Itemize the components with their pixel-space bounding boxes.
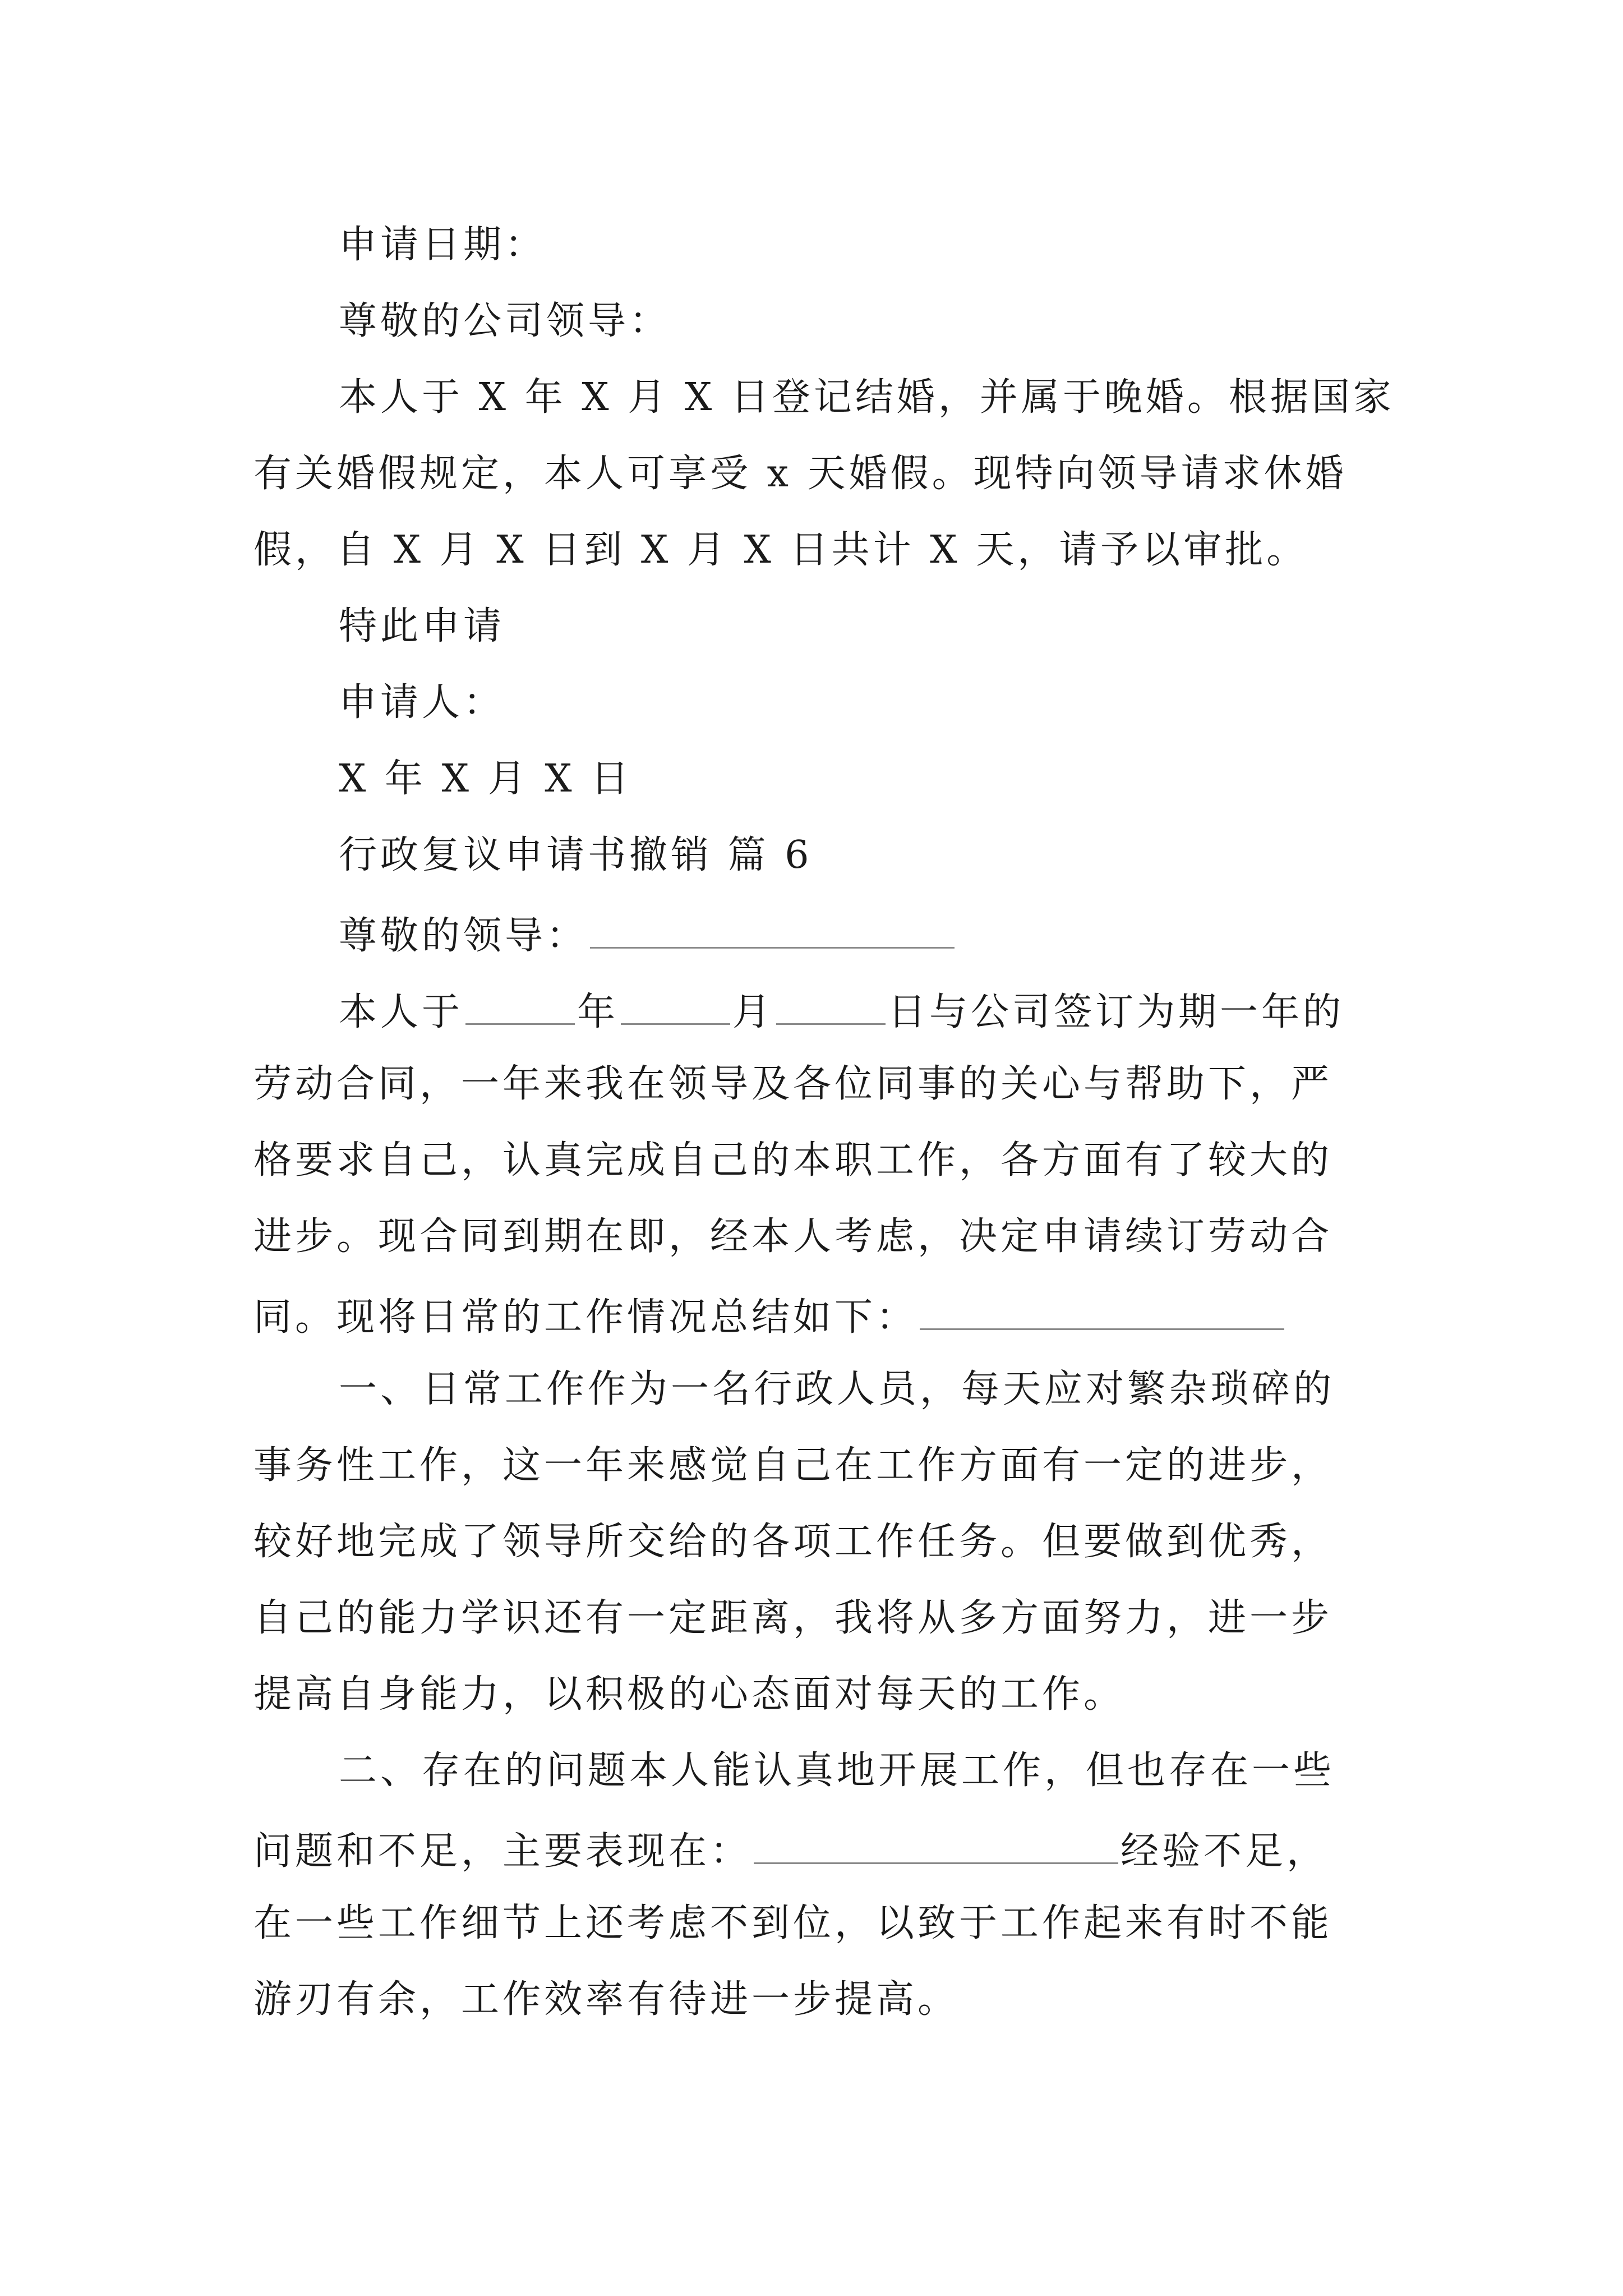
text-run: 二、存在的问题本人能认真地开展工作，但也存在一些: [339, 1749, 1335, 1793]
fill-blank: [920, 1288, 1284, 1330]
text-run: 申请日期：: [339, 223, 547, 267]
text-run: 自己的能力学识还有一定距离，我将从多方面努力，进一步: [253, 1596, 1333, 1640]
paragraph-line: [339, 1364, 1335, 1415]
text-run: 有关婚假规定，本人可享受 x 天婚假。现特向领导请求休婚: [253, 452, 1347, 496]
text-run: 月: [732, 990, 774, 1034]
text-run: 经验不足，: [1121, 1829, 1329, 1874]
text-run: 特此申请: [339, 604, 505, 648]
closing-line: [339, 601, 505, 652]
paragraph-line: [253, 449, 1347, 499]
paragraph-line: [253, 1669, 1125, 1720]
paragraph-line: [253, 1441, 1332, 1491]
text-run: 假，自 X 月 X 日到 X 月 X 日共计 X 天，请予以审批。: [253, 528, 1308, 572]
text-run: 格要求自己，认真完成自己的本职工作，各方面有了较大的: [253, 1138, 1333, 1182]
fill-blank: [776, 983, 886, 1025]
text-run: X 年 X 月 X 日: [339, 757, 633, 801]
text-run: 申请人：: [339, 680, 505, 725]
text-run: 行政复议申请书撤销 篇 6: [339, 833, 813, 877]
date-line: [339, 754, 632, 804]
applicant-line: [339, 678, 505, 728]
paragraph-line: [339, 372, 1395, 423]
text-run: 尊敬的公司领导：: [339, 299, 671, 343]
fill-blank: [590, 907, 955, 949]
paragraph-line: [253, 1822, 1328, 1877]
fill-blank: [754, 1822, 1118, 1864]
text-run: 一、日常工作作为一名行政人员，每天应对繁杂琐碎的: [339, 1367, 1335, 1411]
application-date-line: [339, 220, 546, 270]
text-run: 尊敬的领导：: [339, 914, 588, 958]
text-run: 事务性工作，这一年来感觉自己在工作方面有一定的进步，: [253, 1443, 1333, 1488]
paragraph-line: [339, 983, 1344, 1038]
text-run: 年: [577, 990, 619, 1034]
fill-blank: [465, 983, 575, 1025]
section-heading: [339, 830, 813, 881]
text-run: 本人于 X 年 X 月 X 日登记结婚，并属于晚婚。根据国家: [339, 375, 1395, 420]
text-run: 问题和不足，主要表现在：: [253, 1829, 752, 1874]
paragraph-line: [253, 1212, 1332, 1262]
paragraph-line: [253, 1898, 1332, 1949]
paragraph-line: [253, 525, 1308, 576]
text-run: 进步。现合同到期在即，经本人考虑，决定申请续订劳动合: [253, 1214, 1333, 1259]
text-run: 提高自身能力，以积极的心态面对每天的工作。: [253, 1672, 1126, 1717]
salutation-line: [339, 296, 671, 347]
text-run: 劳动合同，一年来我在领导及各位同事的关心与帮助下，严: [253, 1062, 1333, 1106]
text-run: 在一些工作细节上还考虑不到位，以致于工作起来有时不能: [253, 1901, 1333, 1945]
text-run: 同。现将日常的工作情况总结如下：: [253, 1295, 918, 1340]
text-run: 较好地完成了领导所交给的各项工作任务。但要做到优秀，: [253, 1520, 1333, 1564]
paragraph-line: [253, 1288, 1287, 1343]
paragraph-line: [253, 1059, 1332, 1110]
text-run: 日与公司签订为期一年的: [888, 990, 1345, 1034]
salutation-line: [339, 907, 957, 961]
paragraph-line: [253, 1517, 1332, 1567]
text-run: 本人于: [339, 990, 464, 1034]
text-run: 游刃有余，工作效率有待进一步提高。: [253, 1977, 960, 2022]
paragraph-line: [339, 1746, 1335, 1796]
paragraph-line: [253, 1135, 1332, 1186]
fill-blank: [621, 983, 730, 1025]
paragraph-line: [253, 1593, 1332, 1644]
paragraph-line: [253, 1975, 959, 2025]
